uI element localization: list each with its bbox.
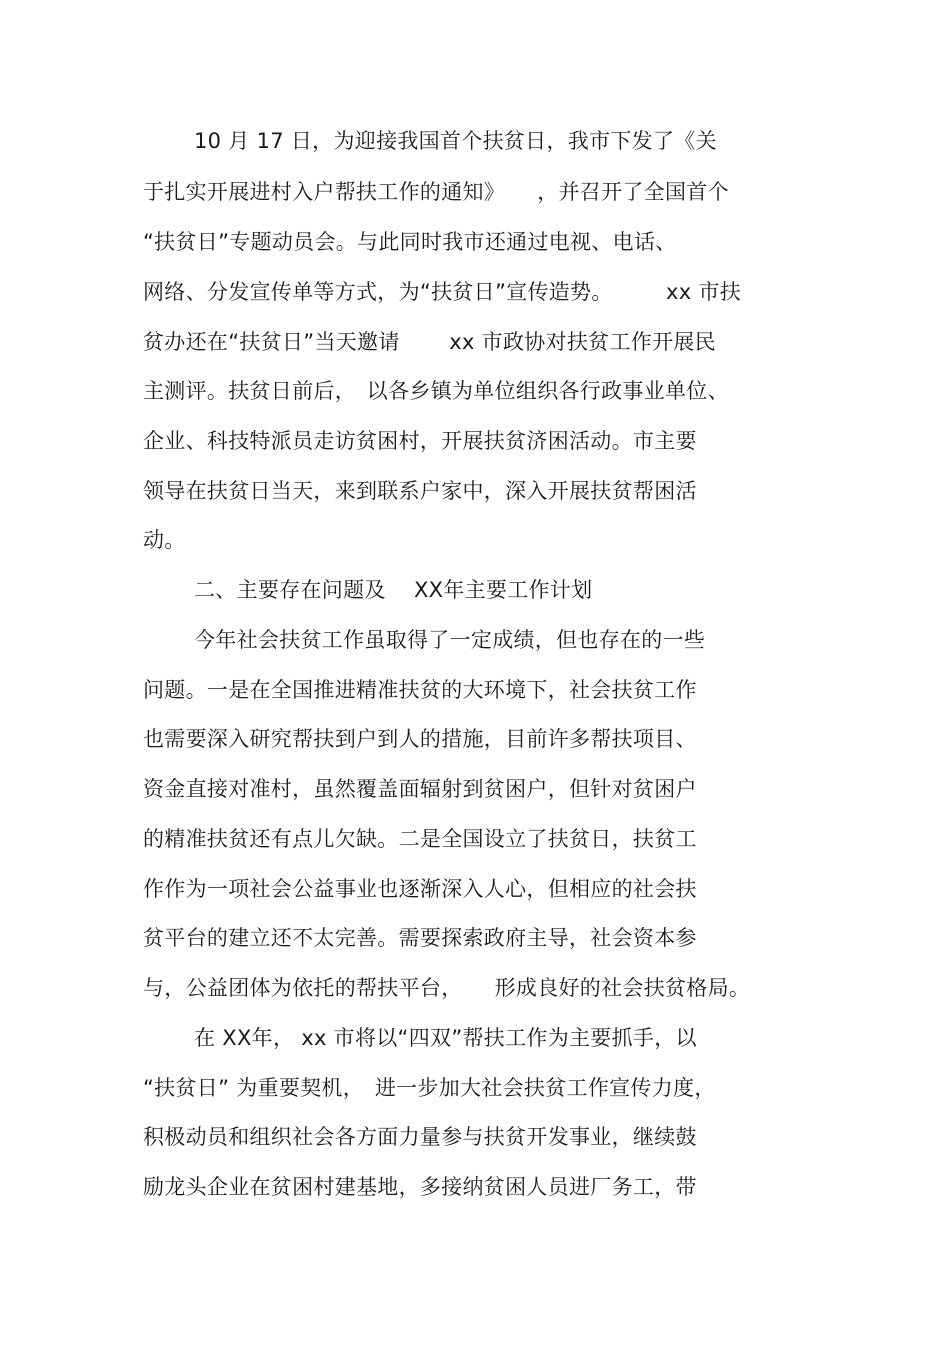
text-line: 积极动员和组织社会各方面力量参与扶贫开发事业，继续鼓 xyxy=(143,1125,697,1149)
text-line: 励龙头企业在贫困村建基地，多接纳贫困人员进厂务工，带 xyxy=(143,1175,697,1199)
text-line: 作作为一项社会公益事业也逐渐深入人心，但相应的社会扶 xyxy=(143,877,697,901)
text-line: 问题。一是在全国推进精准扶贫的大环境下，社会扶贫工作 xyxy=(143,678,697,702)
section-heading: 二、主要存在问题及 XX年主要工作计划 xyxy=(194,578,593,602)
text-line: 贫平台的建立还不太完善。需要探索政府主导，社会资本参 xyxy=(143,926,697,950)
text-line: 动。 xyxy=(143,528,186,552)
text-line: 的精准扶贫还有点儿欠缺。二是全国设立了扶贫日，扶贫工 xyxy=(143,827,697,851)
text-line: “扶贫日” 为重要契机， 进一步加大社会扶贫工作宣传力度， xyxy=(143,1076,716,1100)
text-line: 今年社会扶贫工作虽取得了一定成绩，但也存在的一些 xyxy=(194,628,706,652)
text-line: 资金直接对准村，虽然覆盖面辐射到贫困户，但针对贫困户 xyxy=(143,777,697,801)
text-line: 与，公益团体为依托的帮扶平台， 形成良好的社会扶贫格局。 xyxy=(143,976,751,1000)
text-line: 贫办还在“扶贫日”当天邀请 xx 市政协对扶贫工作开展民 xyxy=(143,330,716,354)
text-line: “扶贫日”专题动员会。与此同时我市还通过电视、电话、 xyxy=(143,230,677,254)
text-line: 网络、分发宣传单等方式，为“扶贫日”宣传造势。 xx 市扶 xyxy=(143,280,742,304)
text-line: 10 月 17 日，为迎接我国首个扶贫日，我市下发了《关 xyxy=(194,129,717,153)
text-line: 主测评。扶贫日前后， 以各乡镇为单位组织各行政事业单位、 xyxy=(143,379,729,403)
text-line: 在 XX年， xx 市将以“四双”帮扶工作为主要抓手，以 xyxy=(194,1026,697,1050)
text-line: 领导在扶贫日当天，来到联系户家中，深入开展扶贫帮困活 xyxy=(143,479,697,503)
text-line: 于扎实开展进村入户帮扶工作的通知》 ，并召开了全国首个 xyxy=(143,180,729,204)
text-line: 企业、科技特派员走访贫困村，开展扶贫济困活动。市主要 xyxy=(143,429,697,453)
text-line: 也需要深入研究帮扶到户到人的措施，目前许多帮扶项目、 xyxy=(143,727,697,751)
